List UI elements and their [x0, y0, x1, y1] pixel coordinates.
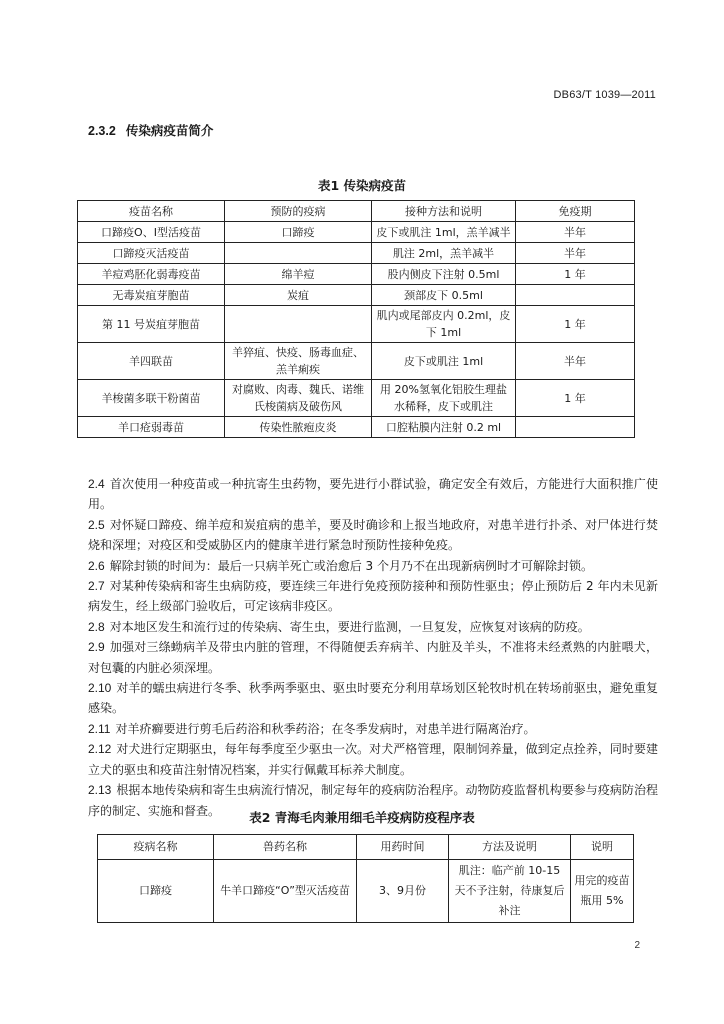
column-header: 疫病名称 [98, 835, 214, 860]
table2-caption: 表2 青海毛肉兼用细毛羊疫病防疫程序表 [249, 810, 475, 825]
column-header: 用药时间 [357, 835, 449, 860]
method: 颈部皮下 0.5ml [372, 285, 516, 306]
paragraph [88, 719, 658, 739]
paragraph-text: 加强对三绦蚴病羊及带虫内脏的管理，不得随便丢弃病羊、内脏及羊头，不准将未经煮熟的内脏喂犬，对包囊的内脏必须深埋。 [88, 640, 658, 675]
immunity-period: 1 年 [516, 380, 635, 417]
table-row [78, 306, 635, 343]
disease: 炭疽 [225, 285, 372, 306]
page-number: 2 [634, 940, 640, 951]
method-notes: 肌注：临产前 10-15 天不予注射，待康复后补注 [449, 860, 571, 923]
paragraph [88, 576, 658, 617]
method: 口腔粘膜内注射 0.2 ml [372, 417, 516, 438]
paragraph-text: 对本地区发生和流行过的传染病、寄生虫，要进行监测，一旦复发，应恢复对该病的防疫。 [109, 619, 590, 634]
body-paragraphs [88, 474, 658, 821]
table-row [78, 285, 635, 306]
disease: 传染性脓疱皮炎 [225, 417, 372, 438]
vaccine-name: 羊四联苗 [78, 343, 225, 380]
table-row [78, 222, 635, 243]
column-header: 兽药名称 [214, 835, 357, 860]
vaccine-name: 口蹄疫O、I型活疫苗 [78, 222, 225, 243]
method: 肌内或尾部皮内 0.2ml，皮下 1ml [372, 306, 516, 343]
column-header: 免疫期 [516, 201, 635, 222]
medication-time: 3、9月份 [357, 860, 449, 923]
column-header: 预防的疫病 [225, 201, 372, 222]
vaccine-name: 无毒炭疽芽胞苗 [78, 285, 225, 306]
paragraph-text: 首次使用一种疫苗或一种抗寄生虫药物，要先进行小群试验，确定安全有效后，方能进行大面积推广使用。 [88, 477, 658, 512]
paragraph-text: 解除封锁的时间为：最后一只病羊死亡或治愈后 3 个月乃不在出现新病例时才可解除封锁。 [109, 558, 593, 573]
document-code: DB63/T 1039—2011 [553, 89, 656, 101]
method: 皮下或肌注 1ml [372, 343, 516, 380]
table-header-row [78, 201, 635, 222]
immunity-period [516, 285, 635, 306]
paragraph-number: 2.9 [88, 640, 105, 655]
table1-caption: 表1 传染病疫苗 [317, 178, 407, 193]
immunity-period: 半年 [516, 343, 635, 380]
disease: 口蹄疫 [225, 222, 372, 243]
paragraph-text: 对羊疥癣要进行剪毛后药浴和秋季药浴；在冬季发病时，对患羊进行隔离治疗。 [115, 721, 536, 736]
paragraph-text: 对羊的蠕虫病进行冬季、秋季两季驱虫、驱虫时要充分利用草场划区轮牧时机在转场前驱虫，避免重复感染。 [88, 681, 658, 716]
vaccine-name: 羊口疮弱毒苗 [78, 417, 225, 438]
vaccine-name: 羊痘鸡胚化弱毒疫苗 [78, 264, 225, 285]
column-header: 疫苗名称 [78, 201, 225, 222]
immunity-period: 半年 [516, 243, 635, 264]
paragraph-number: 2.12 [88, 742, 112, 757]
column-header: 说明 [571, 835, 634, 860]
paragraph-number: 2.8 [88, 619, 105, 634]
paragraph-text: 对怀疑口蹄疫、绵羊痘和炭疽病的患羊，要及时确诊和上报当地政府，对患羊进行扑杀、对尸体进行焚烧和深埋；对疫区和受威胁区内的健康羊进行紧急时预防性接种免疫。 [88, 517, 658, 553]
paragraph [88, 617, 658, 637]
paragraph-number: 2.4 [88, 477, 105, 491]
table-row [78, 417, 635, 438]
disease [225, 243, 372, 264]
paragraph [88, 474, 658, 515]
immunity-period: 1 年 [516, 264, 635, 285]
vaccine-table [77, 200, 635, 438]
column-header: 方法及说明 [449, 835, 571, 860]
paragraph [88, 515, 658, 556]
paragraph [88, 637, 658, 678]
paragraph [88, 739, 658, 780]
paragraph-number: 2.11 [88, 721, 111, 736]
paragraph-number: 2.6 [88, 558, 105, 573]
immunity-period: 半年 [516, 222, 635, 243]
drug-name: 牛羊口蹄疫“O”型灭活疫苗 [214, 860, 357, 923]
remarks: 用完的疫苗瓶用 5% [571, 860, 634, 923]
paragraph-number: 2.7 [88, 579, 105, 594]
disease: 绵羊痘 [225, 264, 372, 285]
column-header: 接种方法和说明 [372, 201, 516, 222]
paragraph-number: 2.5 [88, 517, 105, 532]
paragraph [88, 556, 658, 576]
paragraph-number: 2.13 [88, 783, 112, 798]
method: 股内侧皮下注射 0.5ml [372, 264, 516, 285]
method: 皮下或肌注 1ml，羔羊减半 [372, 222, 516, 243]
section-heading [88, 121, 213, 139]
table-row [78, 343, 635, 380]
vaccine-name: 羊梭菌多联干粉菌苗 [78, 380, 225, 417]
section-title-text: 传染病疫苗简介 [125, 123, 214, 138]
paragraph-text: 对某种传染病和寄生虫病防疫，要连续三年进行免疫预防接种和预防性驱虫；停止预防后 2 年内未见新病发生，经上级部门验收后，可定该病非疫区。 [88, 579, 658, 614]
paragraph-text: 对犬进行定期驱虫，每年每季度至少驱虫一次。对犬严格管理，限制饲养量，做到定点拴养，同时要建立犬的驱虫和疫苗注射情况档案，并实行佩戴耳标养犬制度。 [88, 742, 658, 777]
disease-name: 口蹄疫 [98, 860, 214, 923]
section-number: 2.3.2 [88, 124, 116, 138]
table-row [78, 264, 635, 285]
paragraph-text: 根据本地传染病和寄生虫病流行情况，制定每年的疫病防治程序。动物防疫监督机构要参与疫病防治程序的制定、实施和督查。 [88, 783, 658, 818]
immunity-period [516, 417, 635, 438]
disease [225, 306, 372, 343]
table-header-row [98, 835, 634, 860]
prevention-schedule-table [97, 834, 634, 923]
table-row [78, 380, 635, 417]
table-row [98, 860, 634, 923]
disease: 羊猝疽、快疫、肠毒血症、羔羊痢疾 [225, 343, 372, 380]
method: 用 20%氢氧化铝胶生理盐水稀释，皮下或肌注 [372, 380, 516, 417]
table-row [78, 243, 635, 264]
vaccine-name: 第 11 号炭疽芽胞苗 [78, 306, 225, 343]
paragraph [88, 678, 658, 719]
disease: 对腐败、肉毒、魏氏、诺维氏梭菌病及破伤风 [225, 380, 372, 417]
immunity-period: 1 年 [516, 306, 635, 343]
vaccine-name: 口蹄疫灭活疫苗 [78, 243, 225, 264]
method: 肌注 2ml，羔羊减半 [372, 243, 516, 264]
paragraph-number: 2.10 [88, 681, 112, 696]
